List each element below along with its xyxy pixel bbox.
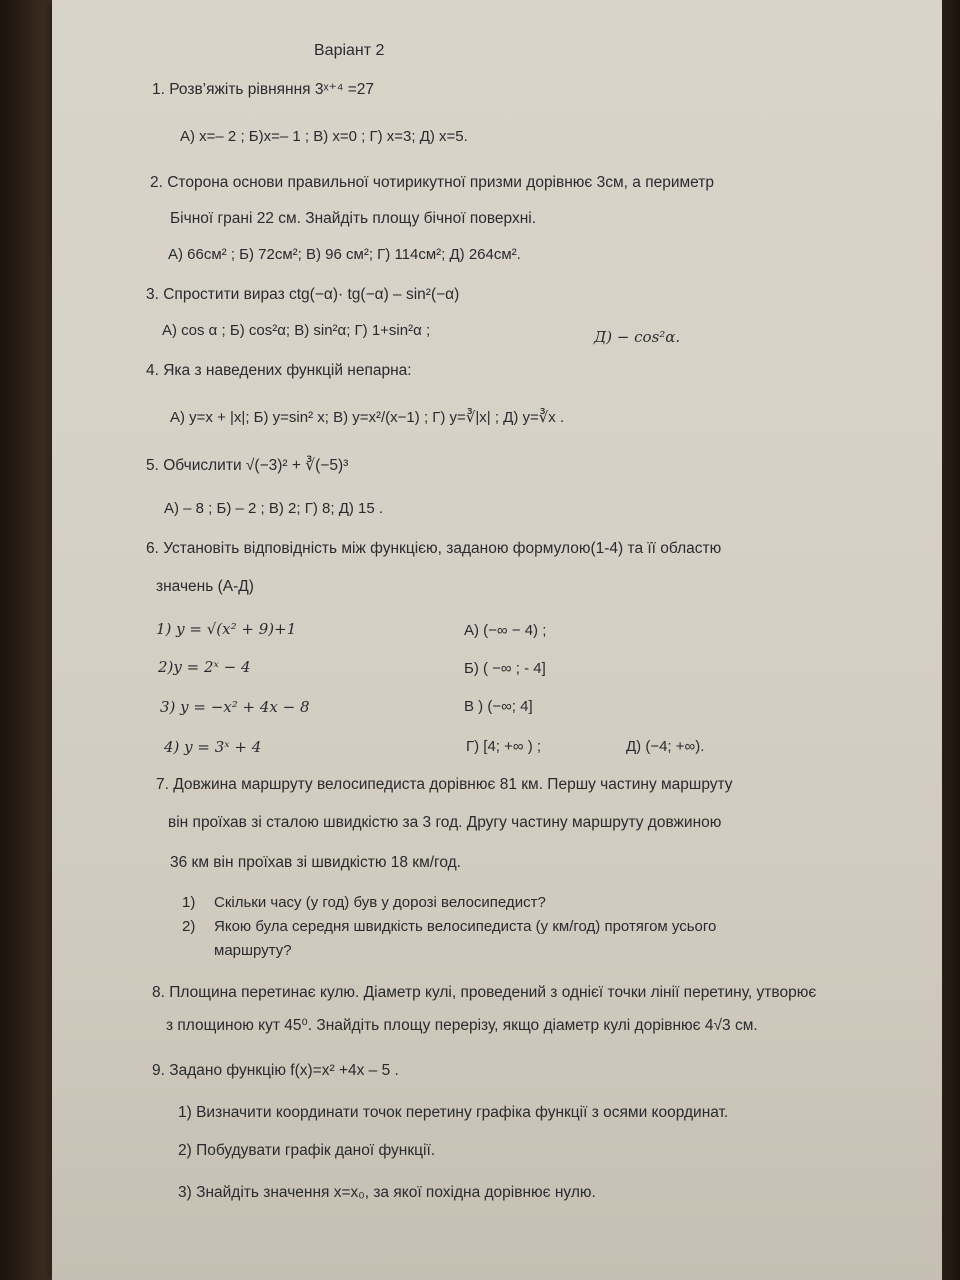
q9-item-3: 3) Знайдіть значення х=х₀, за якої похідна дорівнює нулю. bbox=[178, 1184, 596, 1201]
q6-func-3: 3) y = −x² + 4x − 8 bbox=[160, 698, 310, 716]
q3-option-d: Д) − cos²α. bbox=[594, 328, 681, 346]
q6-range-b: Б) ( −∞ ; - 4] bbox=[464, 660, 546, 677]
q6-range-d: Г) [4; +∞ ) ; bbox=[466, 738, 542, 755]
q3-options: А) cos α ; Б) cos²α; В) sin²α; Г) 1+sin²α ; bbox=[162, 322, 431, 339]
q4-text: 4. Яка з наведених функцій непарна: bbox=[146, 362, 412, 379]
q7-line2: він проїхав зі сталою швидкістю за 3 год. Другу частину маршруту довжиною bbox=[168, 814, 722, 831]
q1-text: 1. Розв’яжіть рівняння 3ˣ⁺⁴ =27 bbox=[152, 81, 375, 98]
variant-title: Варіант 2 bbox=[314, 42, 385, 59]
q7-sub-1 bbox=[182, 894, 546, 911]
table-surface-left bbox=[0, 0, 60, 1280]
q2-options: А) 66см² ; Б) 72см²; В) 96 см²; Г) 114см²; Д) 264см². bbox=[168, 246, 521, 263]
q3-text: 3. Спростити вираз ctg(−α)· tg(−α) – sin²(−α) bbox=[146, 286, 460, 303]
q6-line2: значень (А-Д) bbox=[156, 578, 254, 595]
q4-options: А) y=x + |x|; Б) y=sin² x; В) y=x²/(x−1) ; Г) y=∛|x| ; Д) y=∛x . bbox=[170, 409, 565, 426]
q7-sub-2-cont: маршруту? bbox=[214, 942, 292, 959]
q6-range-a: А) (−∞ − 4) ; bbox=[464, 622, 547, 639]
q2-line2: Бічної грані 22 см. Знайдіть площу бічної поверхні. bbox=[170, 210, 537, 227]
q9-item-2: 2) Побудувати графік даної функції. bbox=[178, 1142, 436, 1159]
q7-sub-1-num: 1) bbox=[182, 894, 196, 911]
q7-line3: 36 км він проїхав зі швидкістю 18 км/год. bbox=[170, 854, 461, 871]
q6-func-2: 2)y = 2ˣ − 4 bbox=[158, 658, 251, 676]
q5-options: А) – 8 ; Б) – 2 ; В) 2; Г) 8; Д) 15 . bbox=[164, 500, 384, 517]
q7-sub-2 bbox=[182, 918, 716, 935]
q2-line1: 2. Сторона основи правильної чотирикутної призми дорівнює 3см, а периметр bbox=[150, 174, 714, 191]
q7-line1: 7. Довжина маршруту велосипедиста дорівнює 81 км. Першу частину маршруту bbox=[156, 776, 733, 793]
q6-line1: 6. Установіть відповідність між функцією, заданою формулою(1-4) та її областю bbox=[146, 540, 722, 557]
q8-line1: 8. Площина перетинає кулю. Діаметр кулі, проведений з однієї точки лінії перетину, утворює bbox=[152, 984, 817, 1001]
q7-sub-2-text: Якою була середня швидкість велосипедиста (у км/год) протягом усього bbox=[214, 918, 717, 935]
q9-text: 9. Задано функцію f(x)=x² +4x – 5 . bbox=[152, 1062, 399, 1079]
q8-line2: з площиною кут 45⁰. Знайдіть площу перерізу, якщо діаметр кулі дорівнює 4√3 см. bbox=[166, 1017, 758, 1034]
q9-item-1: 1) Визначити координати точок перетину графіка функції з осями координат. bbox=[178, 1104, 729, 1121]
q6-range-c: В ) (−∞; 4] bbox=[464, 698, 533, 715]
q7-sub-1-text: Скільки часу (у год) був у дорозі велосипедист? bbox=[214, 894, 546, 911]
q7-sub-2-num: 2) bbox=[182, 918, 196, 935]
q6-func-4: 4) y = 3ˣ + 4 bbox=[164, 738, 262, 756]
q1-options: А) х=– 2 ; Б)х=– 1 ; В) х=0 ; Г) х=3; Д) х=5. bbox=[180, 128, 468, 145]
q6-range-e: Д) (−4; +∞). bbox=[626, 738, 705, 755]
exam-sheet bbox=[52, 0, 942, 1280]
q6-func-1: 1) y = √(x² + 9)+1 bbox=[156, 620, 297, 638]
q5-text: 5. Обчислити √(−3)² + ∛(−5)³ bbox=[146, 457, 349, 474]
